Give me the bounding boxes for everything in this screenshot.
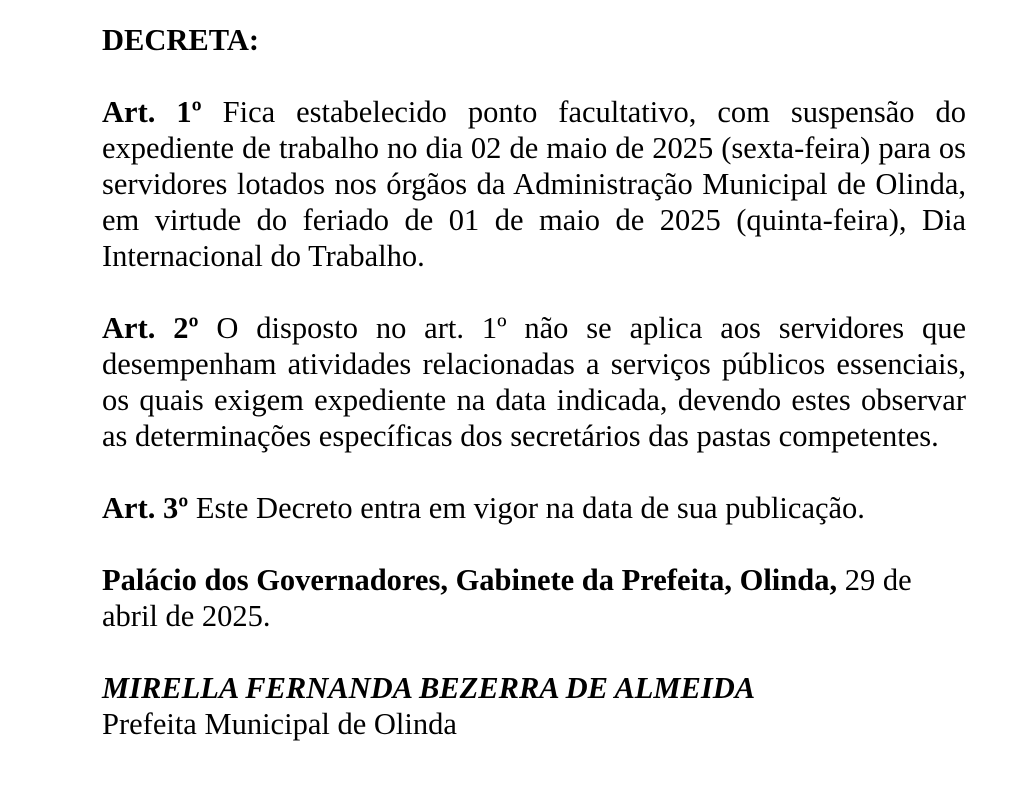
signer-title: Prefeita Municipal de Olinda xyxy=(102,707,457,741)
article-1 xyxy=(102,94,966,274)
article-3-label: Art. 3º xyxy=(102,491,189,525)
article-3 xyxy=(102,490,966,526)
article-1-text: Fica estabelecido ponto facultativo, com suspensão do expediente de trabalho no dia 02 de maio de 2025 (sexta-feira) para os servidores lotados nos órgãos da Administração Municipal de Olinda, em virtude do feriado de 01 de maio de 2025 (quinta-feira), Dia Internacional do Trabalho. xyxy=(102,95,966,273)
decree-document xyxy=(102,22,966,742)
article-1-label: Art. 1º xyxy=(102,95,202,129)
article-3-text: Este Decreto entra em vigor na data de sua publicação. xyxy=(195,491,865,525)
decree-heading: DECRETA: xyxy=(102,23,260,57)
article-2-text: O disposto no art. 1º não se aplica aos servidores que desempenham atividades relacionadas a serviços públicos essenciais, os quais exigem expediente na data indicada, devendo estes observar as determinações específicas dos secretários das pastas competentes. xyxy=(102,311,966,453)
article-2 xyxy=(102,310,966,454)
signer-name: MIRELLA FERNANDA BEZERRA DE ALMEIDA xyxy=(102,671,756,705)
closing-line xyxy=(102,562,966,634)
signature-block xyxy=(102,670,966,742)
article-2-label: Art. 2º xyxy=(102,311,199,345)
closing-date: 29 de abril de 2025. xyxy=(102,563,912,633)
closing-place: Palácio dos Governadores, Gabinete da Prefeita, Olinda, xyxy=(102,563,838,597)
